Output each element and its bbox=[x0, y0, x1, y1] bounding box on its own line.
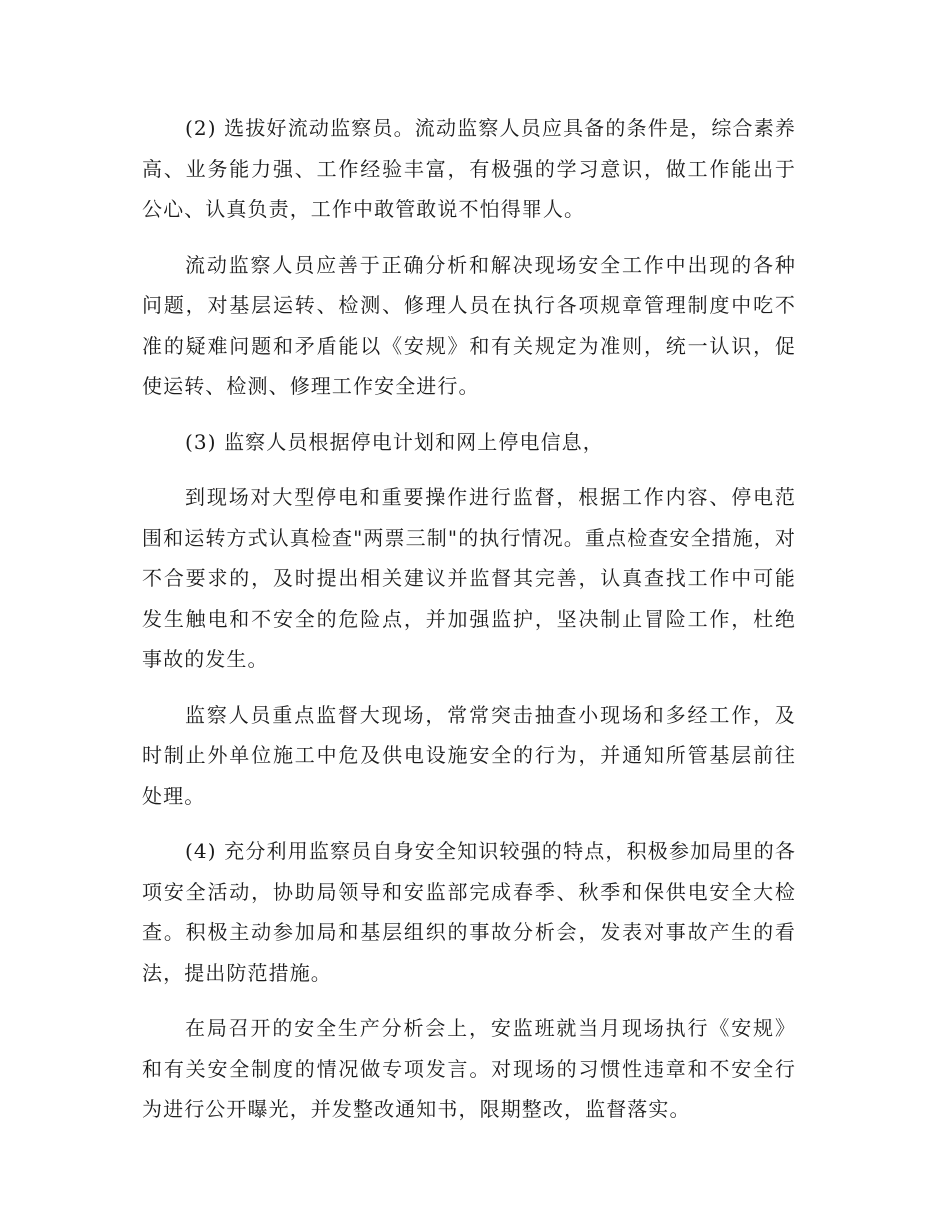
paragraph-2: 流动监察人员应善于正确分析和解决现场安全工作中出现的各种问题，对基层运转、检测、修理人员在执行各项规章管理制度中吃不准的疑难问题和矛盾能以《安规》和有关规定为准则，统一认识，促使运转、检测、修理工作安全进行。 bbox=[142, 252, 796, 398]
paragraph-4: 到现场对大型停电和重要操作进行监督，根据工作内容、停电范围和运转方式认真检查"两票三制"的执行情况。重点检查安全措施，对不合要求的，及时提出相关建议并监督其完善，认真查找工作中可能发生触电和不安全的危险点，并加强监护，坚决制止冒险工作，杜绝事故的发生。 bbox=[142, 485, 796, 671]
paragraph-1: (2) 选拔好流动监察员。流动监察人员应具备的条件是，综合素养高、业务能力强、工作经验丰富，有极强的学习意识，做工作能出于公心、认真负责，工作中敢管敢说不怕得罪人。 bbox=[142, 116, 796, 221]
document-body bbox=[142, 108, 796, 1145]
paragraph-7: 在局召开的安全生产分析会上，安监班就当月现场执行《安规》和有关安全制度的情况做专项发言。对现场的习惯性违章和不安全行为进行公开曝光，并发整改通知书，限期整改，监督落实。 bbox=[142, 1016, 796, 1121]
paragraph-6: (4) 充分利用监察员自身安全知识较强的特点，积极参加局里的各项安全活动，协助局领导和安监部完成春季、秋季和保供电安全大检查。积极主动参加局和基层组织的事故分析会，发表对事故产生的看法，提出防范措施。 bbox=[142, 839, 796, 985]
paragraph-3: (3) 监察人员根据停电计划和网上停电信息， bbox=[185, 429, 604, 454]
paragraph-5: 监察人员重点监督大现场，常常突击抽查小现场和多经工作，及时制止外单位施工中危及供电设施安全的行为，并通知所管基层前往处理。 bbox=[142, 702, 796, 808]
